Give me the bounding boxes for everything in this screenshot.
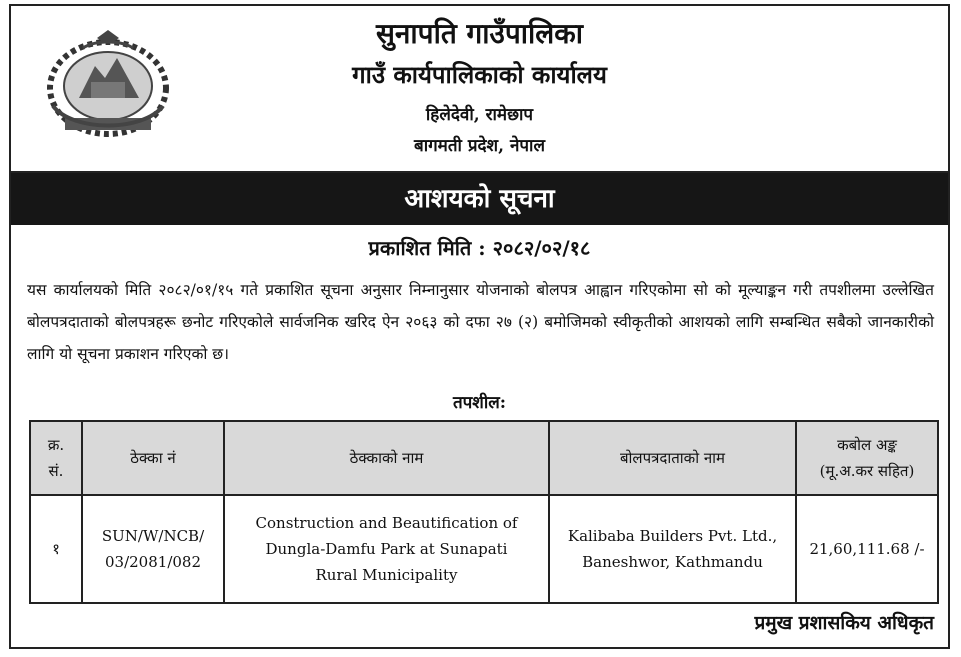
header-sn-line2: सं. — [48, 462, 64, 480]
address-line-1: हिलेदेवी, रामेछाप — [425, 105, 534, 125]
signatory-title: प्रमुख प्रशासकिय अधिकृत — [754, 612, 934, 634]
contract-name-line2: Dungla-Damfu Park at Sunapati — [265, 540, 508, 558]
notice-frame — [9, 4, 950, 649]
cell-contract-name — [224, 495, 549, 603]
header-contract-name: ठेक्काको नाम — [224, 421, 549, 495]
cell-sn: १ — [30, 495, 82, 603]
header-sn-line1: क्र. — [47, 436, 65, 454]
notice-body: यस कार्यालयको मिति २०८२/०१/१५ गते प्रकाशित सूचना अनुसार निम्नानुसार योजनाको बोलपत्र आह्वान गरिएकोमा सो को मूल्याङ्कन गरी तपशीलमा उल्लेखित बोलपत्रदाताको बोलपत्रहरू छनोट गरिएकोले सार्वजनिक खरिद ऐन २०६३ को दफा २७ (२) बमोजिमको स्वीकृतीको आशयको लागि सम्बन्धित सबैको जानकारीको लागि यो सूचना प्रकाशन गरिएको छ। — [27, 281, 934, 363]
header-amount — [796, 421, 938, 495]
contract-name-line3: Rural Municipality — [315, 566, 458, 584]
details-heading: तपशील: — [452, 393, 507, 413]
bidder-line2: Baneshwor, Kathmandu — [582, 553, 763, 571]
table-row — [30, 495, 938, 603]
table-header-row — [30, 421, 938, 495]
published-date: प्रकाशित मिति : २०८२/०२/१८ — [368, 236, 591, 260]
cell-bidder — [549, 495, 796, 603]
office-name: गाउँ कार्यपालिकाको कार्यालय — [352, 60, 607, 89]
header-bidder-name: बोलपत्रदाताको नाम — [549, 421, 796, 495]
header-sn — [30, 421, 82, 495]
contract-table — [29, 420, 939, 604]
municipality-name: सुनापति गाउँपालिका — [375, 17, 584, 50]
notice-header — [11, 6, 948, 173]
contract-no-line1: SUN/W/NCB/ — [101, 527, 205, 545]
address-line-2: बागमती प्रदेश, नेपाल — [414, 136, 545, 156]
contract-no-line2: 03/2081/082 — [105, 553, 201, 571]
header-amount-line2: (मू.अ.कर सहित) — [819, 462, 915, 480]
cell-contract-no — [82, 495, 224, 603]
bidder-line1: Kalibaba Builders Pvt. Ltd., — [567, 527, 778, 545]
contract-name-line1: Construction and Beautification of — [255, 514, 518, 532]
header-amount-line1: कबोल अङ्क — [837, 436, 897, 454]
cell-amount: 21,60,111.68 /- — [796, 495, 938, 603]
header-contract-no: ठेक्का नं — [82, 421, 224, 495]
notice-banner: आशयको सूचना — [11, 173, 948, 225]
